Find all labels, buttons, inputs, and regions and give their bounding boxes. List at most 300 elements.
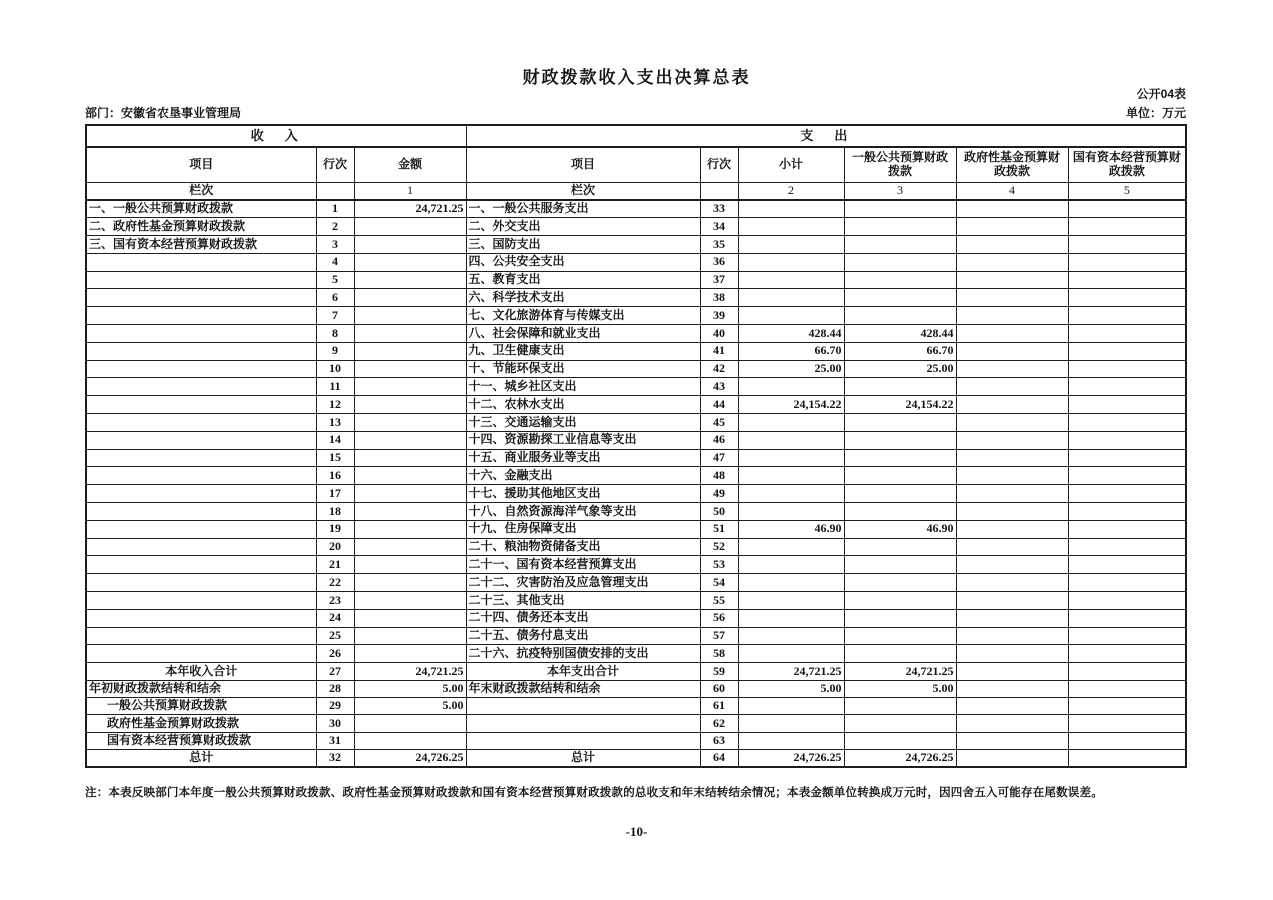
income-amount-cell: 24,721.25: [354, 200, 466, 218]
table-row: [86, 503, 1186, 521]
col-header-state-capital: 国有资本经营预算财政拨款: [1068, 147, 1186, 183]
expense-subtotal-cell: 25.00: [738, 360, 844, 378]
income-amount-cell: 5.00: [354, 680, 466, 697]
col-number-5: 5: [1068, 183, 1186, 201]
income-item-cell: [86, 645, 316, 663]
income-amount-cell: [354, 503, 466, 521]
income-amount-cell: [354, 732, 466, 749]
expense-item-cell: 一、一般公共服务支出: [466, 200, 700, 218]
expense-line-cell: 53: [700, 556, 738, 574]
expense-govt-fund-cell: [956, 732, 1068, 749]
col-header-general-budget: 一般公共预算财政拨款: [844, 147, 956, 183]
table-row: [86, 698, 1186, 715]
expense-line-cell: 59: [700, 663, 738, 680]
expense-state-capital-cell: [1068, 467, 1186, 485]
expense-general-budget-cell: [844, 467, 956, 485]
expense-general-budget-cell: [844, 307, 956, 325]
expense-govt-fund-cell: [956, 645, 1068, 663]
income-line-cell: 13: [316, 414, 354, 432]
expense-item-cell: 本年支出合计: [466, 663, 700, 680]
income-item-cell: [86, 396, 316, 414]
expense-state-capital-cell: [1068, 627, 1186, 645]
expense-state-capital-cell: [1068, 715, 1186, 732]
income-amount-cell: [354, 360, 466, 378]
expense-subtotal-cell: 428.44: [738, 325, 844, 343]
col-number-2: 2: [738, 183, 844, 201]
expense-state-capital-cell: [1068, 556, 1186, 574]
expense-subtotal-cell: 5.00: [738, 680, 844, 697]
expense-govt-fund-cell: [956, 289, 1068, 307]
income-amount-cell: [354, 218, 466, 236]
income-amount-cell: [354, 253, 466, 271]
expense-line-cell: 63: [700, 732, 738, 749]
expense-item-cell: 十九、住房保障支出: [466, 520, 700, 538]
income-amount-cell: 24,721.25: [354, 663, 466, 680]
expense-state-capital-cell: [1068, 360, 1186, 378]
expense-general-budget-cell: [844, 609, 956, 627]
income-item-cell: 本年收入合计: [86, 663, 316, 680]
income-amount-cell: [354, 485, 466, 503]
income-amount-cell: [354, 715, 466, 732]
income-line-cell: 20: [316, 538, 354, 556]
expense-subtotal-cell: [738, 431, 844, 449]
expense-item-cell: 六、科学技术支出: [466, 289, 700, 307]
income-item-cell: [86, 414, 316, 432]
expense-item-cell: 十六、金融支出: [466, 467, 700, 485]
income-item-cell: 政府性基金预算财政拨款: [86, 715, 316, 732]
expense-govt-fund-cell: [956, 200, 1068, 218]
income-amount-cell: [354, 645, 466, 663]
table-row: [86, 218, 1186, 236]
income-line-cell: 10: [316, 360, 354, 378]
expense-subtotal-cell: [738, 271, 844, 289]
table-row: [86, 750, 1186, 767]
table-row: [86, 378, 1186, 396]
expense-general-budget-cell: [844, 200, 956, 218]
col-header-govt-fund: 政府性基金预算财政拨款: [956, 147, 1068, 183]
expense-govt-fund-cell: [956, 360, 1068, 378]
income-line-cell: 4: [316, 253, 354, 271]
expense-item-cell: 十四、资源勘探工业信息等支出: [466, 431, 700, 449]
expense-state-capital-cell: [1068, 342, 1186, 360]
income-amount-cell: [354, 289, 466, 307]
expense-line-cell: 40: [700, 325, 738, 343]
income-item-cell: 一般公共预算财政拨款: [86, 698, 316, 715]
expense-state-capital-cell: [1068, 307, 1186, 325]
expense-line-cell: 58: [700, 645, 738, 663]
col-header-expense-item: 项目: [466, 147, 700, 183]
expense-line-cell: 34: [700, 218, 738, 236]
expense-line-cell: 54: [700, 574, 738, 592]
expense-item-cell: 总计: [466, 750, 700, 767]
income-item-cell: [86, 556, 316, 574]
expense-general-budget-cell: 24,726.25: [844, 750, 956, 767]
expense-general-budget-cell: 24,721.25: [844, 663, 956, 680]
col-header-expense-line: 行次: [700, 147, 738, 183]
income-item-cell: [86, 449, 316, 467]
table-row: [86, 342, 1186, 360]
expense-govt-fund-cell: [956, 538, 1068, 556]
expense-govt-fund-cell: [956, 609, 1068, 627]
expense-item-cell: 四、公共安全支出: [466, 253, 700, 271]
expense-item-cell: 十一、城乡社区支出: [466, 378, 700, 396]
expense-subtotal-cell: [738, 236, 844, 254]
expense-line-cell: 35: [700, 236, 738, 254]
footnote: 注：本表反映部门本年度一般公共预算财政拨款、政府性基金预算财政拨款和国有资本经营预算财政拨款的总收支和年末结转结余情况；本表金额单位转换成万元时，因四舍五入可能存在尾数误差。: [85, 787, 1103, 799]
expense-item-cell: 二、外交支出: [466, 218, 700, 236]
income-line-cell: 28: [316, 680, 354, 697]
lanci-label-expense: 栏次: [466, 183, 700, 201]
expense-general-budget-cell: 46.90: [844, 520, 956, 538]
expense-subtotal-cell: [738, 307, 844, 325]
expense-subtotal-cell: [738, 698, 844, 715]
table-row: [86, 360, 1186, 378]
expense-line-cell: 47: [700, 449, 738, 467]
expense-general-budget-cell: 25.00: [844, 360, 956, 378]
income-amount-cell: [354, 378, 466, 396]
table-row: [86, 414, 1186, 432]
income-amount-cell: [354, 574, 466, 592]
expense-subtotal-cell: [738, 253, 844, 271]
income-amount-cell: [354, 307, 466, 325]
income-amount-cell: [354, 431, 466, 449]
expense-line-cell: 52: [700, 538, 738, 556]
expense-state-capital-cell: [1068, 574, 1186, 592]
expense-state-capital-cell: [1068, 680, 1186, 697]
table-row: [86, 520, 1186, 538]
col-number-1: 1: [354, 183, 466, 201]
income-line-cell: 27: [316, 663, 354, 680]
income-line-cell: 30: [316, 715, 354, 732]
income-item-cell: [86, 342, 316, 360]
income-amount-cell: 5.00: [354, 698, 466, 715]
expense-item-cell: [466, 698, 700, 715]
table-row: [86, 485, 1186, 503]
expense-item-cell: 十五、商业服务业等支出: [466, 449, 700, 467]
income-item-cell: [86, 538, 316, 556]
expense-govt-fund-cell: [956, 271, 1068, 289]
expense-subtotal-cell: 24,721.25: [738, 663, 844, 680]
income-line-cell: 18: [316, 503, 354, 521]
table-row: [86, 609, 1186, 627]
expense-line-cell: 55: [700, 592, 738, 610]
expense-general-budget-cell: [844, 253, 956, 271]
expense-subtotal-cell: [738, 556, 844, 574]
expense-state-capital-cell: [1068, 732, 1186, 749]
expense-item-cell: 九、卫生健康支出: [466, 342, 700, 360]
expense-general-budget-cell: [844, 449, 956, 467]
expense-subtotal-cell: [738, 715, 844, 732]
expense-general-budget-cell: [844, 574, 956, 592]
expense-state-capital-cell: [1068, 414, 1186, 432]
expense-subtotal-cell: [738, 414, 844, 432]
expense-subtotal-cell: [738, 218, 844, 236]
income-amount-cell: [354, 396, 466, 414]
col-header-income-line: 行次: [316, 147, 354, 183]
expense-item-cell: 十、节能环保支出: [466, 360, 700, 378]
expense-item-cell: 十八、自然资源海洋气象等支出: [466, 503, 700, 521]
table-body: [86, 200, 1186, 767]
col-header-income-item: 项目: [86, 147, 316, 183]
column-header-row: [86, 147, 1186, 183]
expense-subtotal-cell: 24,154.22: [738, 396, 844, 414]
expense-state-capital-cell: [1068, 289, 1186, 307]
expense-line-cell: 42: [700, 360, 738, 378]
expense-subtotal-cell: [738, 449, 844, 467]
income-amount-cell: [354, 414, 466, 432]
expense-subtotal-cell: [738, 592, 844, 610]
expense-govt-fund-cell: [956, 520, 1068, 538]
income-line-cell: 3: [316, 236, 354, 254]
expense-general-budget-cell: [844, 732, 956, 749]
expense-govt-fund-cell: [956, 236, 1068, 254]
table-row: [86, 325, 1186, 343]
expense-state-capital-cell: [1068, 378, 1186, 396]
expense-govt-fund-cell: [956, 378, 1068, 396]
income-line-cell: 2: [316, 218, 354, 236]
income-line-cell: 17: [316, 485, 354, 503]
meta-row: [85, 104, 1186, 121]
income-amount-cell: [354, 449, 466, 467]
income-line-cell: 25: [316, 627, 354, 645]
expense-line-cell: 56: [700, 609, 738, 627]
table-row: [86, 732, 1186, 749]
expense-subtotal-cell: [738, 200, 844, 218]
expense-item-cell: 二十五、债务付息支出: [466, 627, 700, 645]
page-number: -10-: [625, 824, 648, 839]
income-item-cell: [86, 467, 316, 485]
income-amount-cell: [354, 556, 466, 574]
income-line-cell: 23: [316, 592, 354, 610]
expense-subtotal-cell: [738, 574, 844, 592]
table-row: [86, 467, 1186, 485]
expense-general-budget-cell: 5.00: [844, 680, 956, 697]
income-item-cell: [86, 503, 316, 521]
expense-subtotal-cell: [738, 732, 844, 749]
income-amount-cell: [354, 538, 466, 556]
expense-item-cell: 八、社会保障和就业支出: [466, 325, 700, 343]
table-row: [86, 307, 1186, 325]
expense-state-capital-cell: [1068, 750, 1186, 767]
expense-general-budget-cell: [844, 378, 956, 396]
expense-state-capital-cell: [1068, 236, 1186, 254]
expense-line-cell: 41: [700, 342, 738, 360]
expense-item-cell: 二十二、灾害防治及应急管理支出: [466, 574, 700, 592]
expense-item-cell: 二十六、抗疫特别国债安排的支出: [466, 645, 700, 663]
income-line-cell: 5: [316, 271, 354, 289]
col-header-income-amount: 金额: [354, 147, 466, 183]
expense-general-budget-cell: [844, 271, 956, 289]
expense-govt-fund-cell: [956, 218, 1068, 236]
table-row: [86, 271, 1186, 289]
expense-item-cell: 五、教育支出: [466, 271, 700, 289]
expense-general-budget-cell: [844, 289, 956, 307]
expense-state-capital-cell: [1068, 218, 1186, 236]
expense-general-budget-cell: 428.44: [844, 325, 956, 343]
income-amount-cell: [354, 236, 466, 254]
income-amount-cell: [354, 627, 466, 645]
table-row: [86, 574, 1186, 592]
col-header-subtotal: 小计: [738, 147, 844, 183]
expense-general-budget-cell: [844, 485, 956, 503]
expense-govt-fund-cell: [956, 342, 1068, 360]
income-amount-cell: 24,726.25: [354, 750, 466, 767]
expense-section-header: 支 出: [466, 125, 1186, 147]
income-line-cell: 21: [316, 556, 354, 574]
expense-item-cell: 二十三、其他支出: [466, 592, 700, 610]
expense-subtotal-cell: [738, 645, 844, 663]
expense-state-capital-cell: [1068, 449, 1186, 467]
col-number-4: 4: [956, 183, 1068, 201]
expense-subtotal-cell: [738, 467, 844, 485]
expense-govt-fund-cell: [956, 698, 1068, 715]
expense-state-capital-cell: [1068, 485, 1186, 503]
income-item-cell: 一、一般公共预算财政拨款: [86, 200, 316, 218]
expense-general-budget-cell: [844, 698, 956, 715]
expense-general-budget-cell: [844, 431, 956, 449]
expense-subtotal-cell: 46.90: [738, 520, 844, 538]
expense-item-cell: 十三、交通运输支出: [466, 414, 700, 432]
expense-line-cell: 46: [700, 431, 738, 449]
expense-subtotal-cell: [738, 485, 844, 503]
expense-state-capital-cell: [1068, 271, 1186, 289]
expense-state-capital-cell: [1068, 698, 1186, 715]
expense-general-budget-cell: [844, 627, 956, 645]
expense-general-budget-cell: [844, 645, 956, 663]
unit-label: 单位：万元: [1125, 106, 1186, 120]
expense-line-cell: 57: [700, 627, 738, 645]
expense-state-capital-cell: [1068, 431, 1186, 449]
income-item-cell: [86, 307, 316, 325]
income-item-cell: [86, 431, 316, 449]
expense-line-cell: 37: [700, 271, 738, 289]
table-code-label: 公开04表: [1136, 87, 1186, 101]
income-amount-cell: [354, 271, 466, 289]
income-amount-cell: [354, 609, 466, 627]
income-item-cell: [86, 378, 316, 396]
table-row: [86, 200, 1186, 218]
expense-general-budget-cell: 24,154.22: [844, 396, 956, 414]
expense-line-cell: 38: [700, 289, 738, 307]
expense-subtotal-cell: [738, 627, 844, 645]
lanci-blank: [316, 183, 354, 201]
expense-govt-fund-cell: [956, 325, 1068, 343]
income-item-cell: 国有资本经营预算财政拨款: [86, 732, 316, 749]
income-item-cell: [86, 271, 316, 289]
income-item-cell: [86, 325, 316, 343]
income-amount-cell: [354, 520, 466, 538]
table-row: [86, 431, 1186, 449]
income-line-cell: 16: [316, 467, 354, 485]
expense-state-capital-cell: [1068, 538, 1186, 556]
expense-item-cell: 七、文化旅游体育与传媒支出: [466, 307, 700, 325]
income-item-cell: [86, 627, 316, 645]
income-line-cell: 29: [316, 698, 354, 715]
expense-line-cell: 60: [700, 680, 738, 697]
table-row: [86, 627, 1186, 645]
income-item-cell: [86, 360, 316, 378]
expense-govt-fund-cell: [956, 592, 1068, 610]
expense-line-cell: 49: [700, 485, 738, 503]
income-item-cell: 年初财政拨款结转和结余: [86, 680, 316, 697]
income-line-cell: 8: [316, 325, 354, 343]
col-number-3: 3: [844, 183, 956, 201]
income-item-cell: [86, 520, 316, 538]
income-item-cell: 二、政府性基金预算财政拨款: [86, 218, 316, 236]
income-item-cell: [86, 289, 316, 307]
fiscal-appropriation-table: [85, 124, 1187, 768]
expense-subtotal-cell: [738, 538, 844, 556]
expense-govt-fund-cell: [956, 431, 1068, 449]
income-line-cell: 22: [316, 574, 354, 592]
table-row: [86, 592, 1186, 610]
expense-state-capital-cell: [1068, 325, 1186, 343]
expense-govt-fund-cell: [956, 414, 1068, 432]
income-line-cell: 9: [316, 342, 354, 360]
expense-state-capital-cell: [1068, 200, 1186, 218]
income-amount-cell: [354, 467, 466, 485]
expense-general-budget-cell: [844, 538, 956, 556]
column-number-row: [86, 183, 1186, 201]
income-line-cell: 15: [316, 449, 354, 467]
expense-govt-fund-cell: [956, 467, 1068, 485]
table-row: [86, 645, 1186, 663]
expense-govt-fund-cell: [956, 307, 1068, 325]
expense-state-capital-cell: [1068, 663, 1186, 680]
expense-item-cell: 十二、农林水支出: [466, 396, 700, 414]
expense-line-cell: 50: [700, 503, 738, 521]
table-row: [86, 715, 1186, 732]
table-row: [86, 663, 1186, 680]
expense-state-capital-cell: [1068, 253, 1186, 271]
expense-item-cell: [466, 715, 700, 732]
expense-govt-fund-cell: [956, 663, 1068, 680]
expense-state-capital-cell: [1068, 645, 1186, 663]
lanci-label-income: 栏次: [86, 183, 316, 201]
expense-line-cell: 48: [700, 467, 738, 485]
table-row: [86, 289, 1186, 307]
expense-subtotal-cell: 66.70: [738, 342, 844, 360]
expense-govt-fund-cell: [956, 750, 1068, 767]
income-amount-cell: [354, 325, 466, 343]
expense-line-cell: 45: [700, 414, 738, 432]
expense-item-cell: [466, 732, 700, 749]
income-line-cell: 26: [316, 645, 354, 663]
expense-item-cell: 三、国防支出: [466, 236, 700, 254]
expense-subtotal-cell: [738, 289, 844, 307]
expense-item-cell: 二十、粮油物资储备支出: [466, 538, 700, 556]
expense-general-budget-cell: [844, 414, 956, 432]
expense-govt-fund-cell: [956, 449, 1068, 467]
expense-govt-fund-cell: [956, 627, 1068, 645]
income-item-cell: [86, 253, 316, 271]
expense-line-cell: 64: [700, 750, 738, 767]
income-line-cell: 7: [316, 307, 354, 325]
expense-state-capital-cell: [1068, 520, 1186, 538]
income-item-cell: 三、国有资本经营预算财政拨款: [86, 236, 316, 254]
income-line-cell: 24: [316, 609, 354, 627]
expense-item-cell: 二十一、国有资本经营预算支出: [466, 556, 700, 574]
table-row: [86, 538, 1186, 556]
expense-general-budget-cell: [844, 592, 956, 610]
expense-general-budget-cell: [844, 218, 956, 236]
income-item-cell: [86, 592, 316, 610]
income-item-cell: [86, 574, 316, 592]
expense-line-cell: 44: [700, 396, 738, 414]
income-line-cell: 1: [316, 200, 354, 218]
expense-state-capital-cell: [1068, 609, 1186, 627]
income-line-cell: 31: [316, 732, 354, 749]
